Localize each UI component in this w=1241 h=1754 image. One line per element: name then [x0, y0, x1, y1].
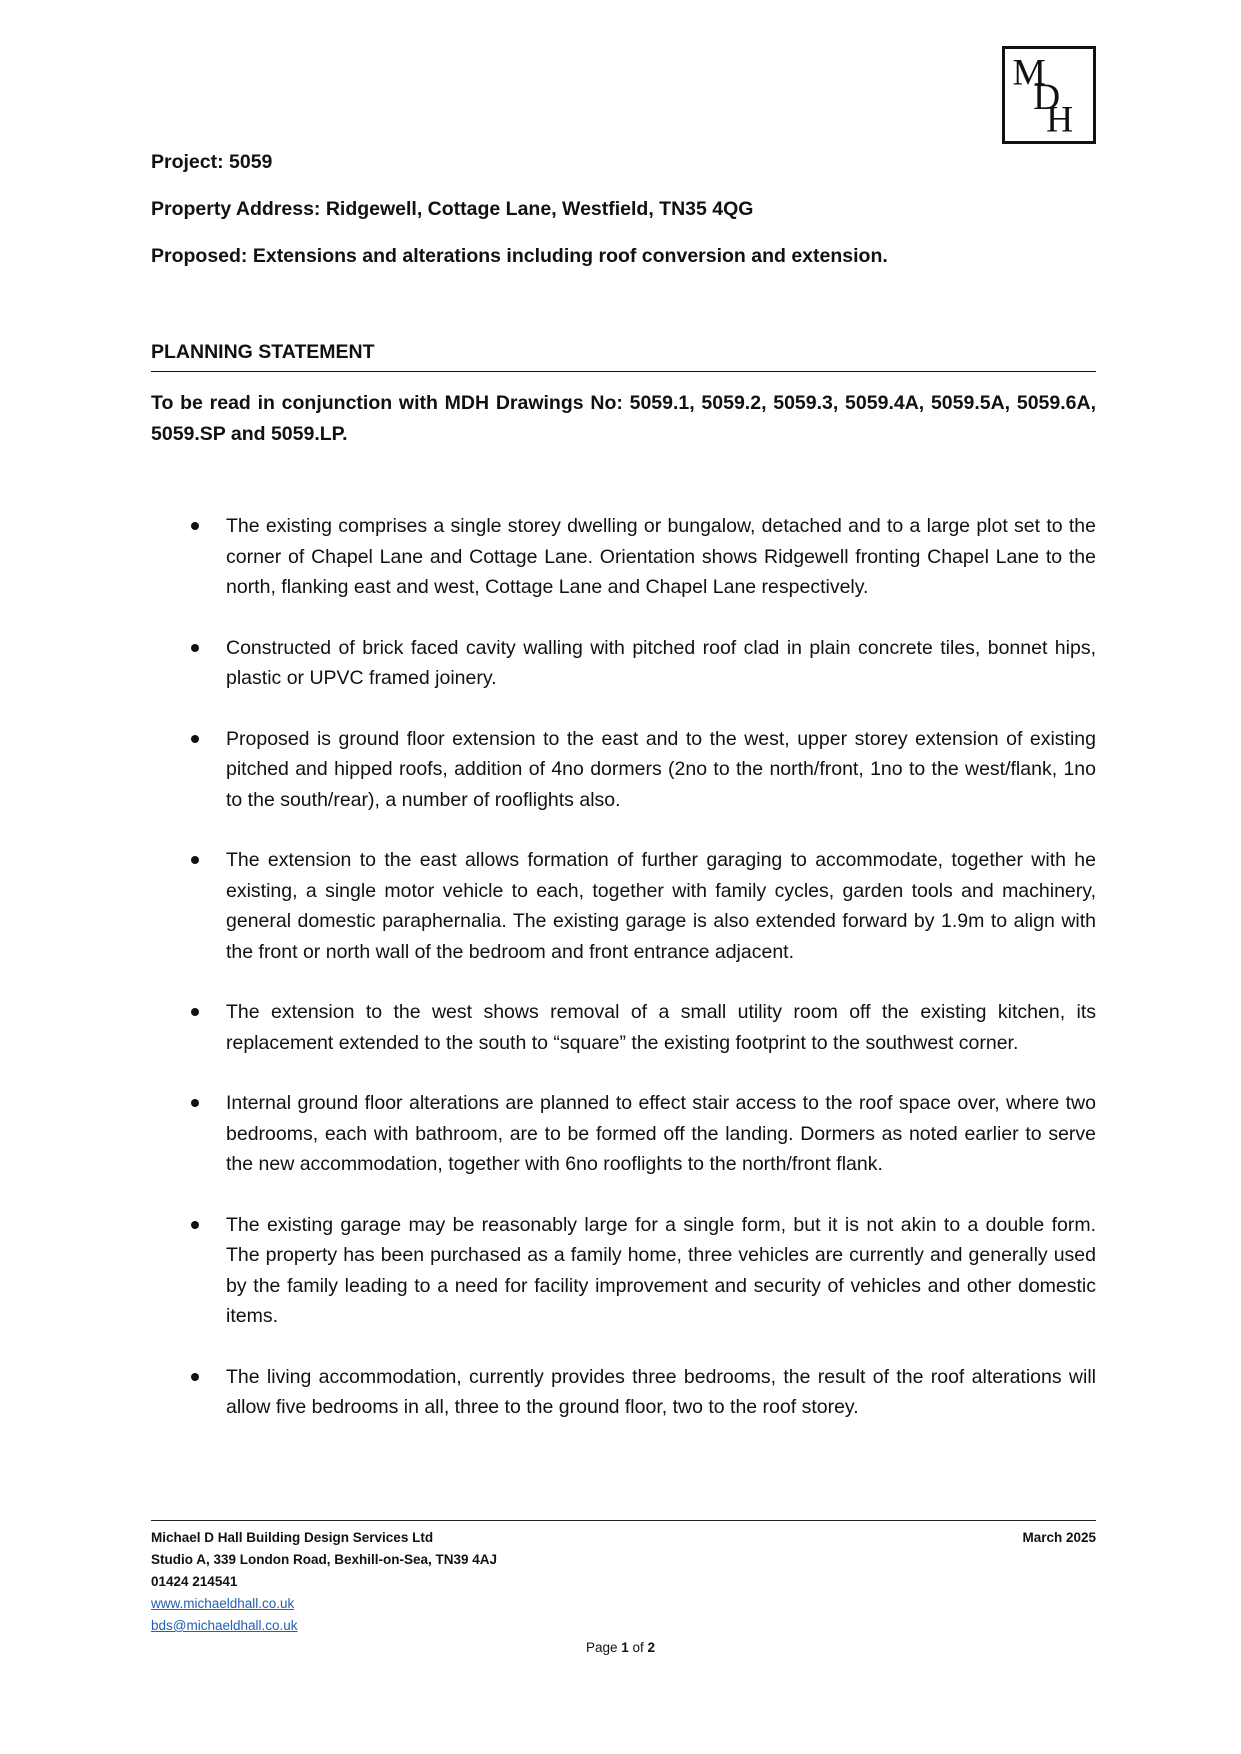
proposal-description: Proposed: Extensions and alterations including roof conversion and extension.	[151, 245, 888, 267]
footer-company: Michael D Hall Building Design Services Ltd	[151, 1530, 434, 1545]
logo-letter-d: D	[1033, 77, 1061, 119]
property-address: Property Address: Ridgewell, Cottage Lane, Westfield, TN35 4QG	[151, 198, 754, 220]
list-item-text: The living accommodation, currently provides three bedrooms, the result of the roof alterations will allow five bedrooms in all, three to the ground floor, two to the roof storey.	[226, 1365, 1096, 1418]
footer-email-link[interactable]: bds@michaeldhall.co.uk	[151, 1618, 298, 1633]
bullet-icon	[191, 1008, 199, 1016]
bullet-icon	[191, 1099, 199, 1107]
title-divider	[151, 371, 1096, 372]
mdh-monogram-icon	[1005, 49, 1093, 141]
page-total: 2	[647, 1640, 656, 1655]
footer-date: March 2025	[1022, 1530, 1096, 1545]
page-number	[0, 1640, 1241, 1655]
list-item-text: The existing comprises a single storey dwelling or bungalow, detached and to a large plot set to the corner of Chapel Lane and Cottage Lane. Orientation shows Ridgewell fronting Chapel Lane to the north, flanking east and west, Cottage Lane and Chapel Lane respectively.	[226, 515, 1096, 598]
list-item	[151, 633, 1096, 694]
list-item-text: The extension to the east allows formation of further garaging to accommodate, together with he existing, a single motor vehicle to each, together with family cycles, garden tools and machinery, general domestic paraphernalia. The existing garage is also extended forward by 1.9m to align with the front or north wall of the bedroom and front entrance adjacent.	[226, 849, 1096, 963]
list-item-text: Internal ground floor alterations are planned to effect stair access to the roof space over, where two bedrooms, each with bathroom, are to be formed off the landing. Dormers as noted earlier to serve the new accommodation, together with 6no rooflights to the north/front flank.	[226, 1092, 1096, 1175]
project-number: Project: 5059	[151, 151, 273, 173]
drawings-reference: To be read in conjunction with MDH Drawings No: 5059.1, 5059.2, 5059.3, 5059.4A, 5059.5A, 5059.6A, 5059.SP and 5059.LP.	[151, 392, 1096, 445]
bullet-icon	[191, 644, 199, 652]
list-item	[151, 1210, 1096, 1332]
logo-letter-m: M	[1012, 52, 1046, 94]
list-item-text: The extension to the west shows removal of a small utility room off the existing kitchen, its replacement extended to the south to “square” the existing footprint to the southwest corner.	[226, 1001, 1096, 1054]
list-item	[151, 724, 1096, 816]
section-title: PLANNING STATEMENT	[151, 341, 375, 363]
list-item-text: Constructed of brick faced cavity walling with pitched roof clad in plain concrete tiles, bonnet hips, plastic or UPVC framed joinery.	[226, 636, 1096, 689]
list-item	[151, 1088, 1096, 1180]
statement-list	[151, 511, 1096, 1453]
page-current: 1	[621, 1640, 629, 1655]
page-of: of	[632, 1640, 644, 1655]
list-item-text: The existing garage may be reasonably large for a single form, but it is not akin to a double form. The property has been purchased as a family home, three vehicles are currently and generally used by the family leading to a need for facility improvement and security of vehicles and other domestic items.	[226, 1213, 1096, 1327]
list-item	[151, 845, 1096, 967]
list-item	[151, 1362, 1096, 1423]
list-item	[151, 997, 1096, 1058]
mdh-logo	[1002, 46, 1096, 144]
bullet-icon	[191, 856, 199, 864]
list-item-text: Proposed is ground floor extension to the east and to the west, upper storey extension of existing pitched and hipped roofs, addition of 4no dormers (2no to the north/front, 1no to the west/flank, 1no to the south/rear), a number of rooflights also.	[226, 727, 1096, 811]
page-label: Page	[585, 1640, 618, 1655]
footer-divider	[151, 1520, 1096, 1521]
footer	[151, 1527, 1096, 1637]
bullet-icon	[191, 1373, 199, 1381]
bullet-icon	[191, 1221, 199, 1229]
list-item	[151, 511, 1096, 603]
footer-address: Studio A, 339 London Road, Bexhill-on-Sea, TN39 4AJ	[151, 1552, 498, 1567]
bullet-icon	[191, 735, 199, 743]
bullet-icon	[191, 522, 199, 530]
logo-letter-h: H	[1046, 99, 1074, 141]
footer-phone: 01424 214541	[151, 1574, 238, 1589]
footer-website-link[interactable]: www.michaeldhall.co.uk	[151, 1596, 295, 1611]
